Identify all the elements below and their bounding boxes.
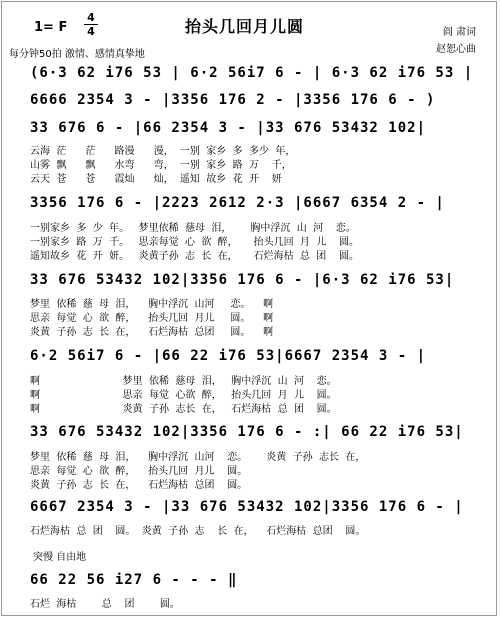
composer-credit: 赵恕心曲 [436,44,476,55]
time-signature-bottom: 4 [87,25,95,38]
notation-line-8: 6667 2354 3 - |33 676 53432 102|3356 176 6 - | [30,499,464,515]
lyric-line-7-1: 梦里 依稀 慈 母 泪， 胸中浮沉 山河 恋。 炎黄 子孙 志长 在， [30,452,366,463]
lyric-line-5-2: 思亲 每觉 心 欲 醉， 抬头几回 月儿 圆。 啊 [30,313,274,324]
lyricist-credit: 阎 肃词 [442,27,476,38]
lyric-line-6-3: 啊 炎黄 子孙 志长 在， 石烂海枯 总 团 圆。 [30,404,337,415]
lyric-line-4-1: 一别家乡 多 少 年。 梦里依稀 慈母 泪， 胸中浮沉 山 河 恋。 [30,223,356,234]
lyric-line-3-2: 山雾 飘 飘 水弯 弯， 一别 家乡 路 万 千， [30,160,292,171]
notation-line-5: 33 676 53432 102|3356 176 6 - |6·3 62 i76 53| [30,272,455,288]
lyric-line-5-1: 梦里 依稀 慈 母 泪， 胸中浮沉 山河 恋。 啊 [30,299,274,310]
lyric-line-3-3: 云天 苍 苍 霞灿 灿， 遥知 故乡 花 开 妍 [30,174,282,185]
lyric-line-8-1: 石烂海枯 总 团 圆。 炎黄 子孙 志 长 在， 石烂海枯 总团 圆。 [30,526,366,537]
notation-line-2: 6666 2354 3 - |3356 176 2 - |3356 176 6 - ) [30,92,436,108]
notation-line-7: 33 676 53432 102|3356 176 6 - :| 66 22 i76 53| [30,424,464,440]
notation-line-3: 33 676 6 - |66 2354 3 - |33 676 53432 102| [30,120,427,136]
song-title: 抬头几回月儿圆 [185,17,305,36]
notation-line-9: 66 22 56 i27 6 - - - ‖ [30,572,238,588]
lyric-line-4-3: 遥知故乡 花 开 妍。 炎黄子孙 志 长 在， 石烂海枯 总 团 圆。 [30,251,360,262]
lyric-line-9-1: 石烂 海枯 总 团 圆。 [30,599,180,610]
lyric-line-3-1: 云海 茫 茫 路漫 漫， 一别 家乡 多 多少 年， [30,146,296,157]
lyric-line-6-2: 啊 思亲 每觉 心欲 醉， 抬头几回 月 儿 圆。 [30,390,337,401]
key-signature: 1= F [34,20,68,35]
time-signature-top: 4 [87,11,95,24]
notation-line-4: 3356 176 6 - |2223 2612 2·3 |6667 6354 2 - | [30,195,445,211]
lyric-line-5-3: 炎黄 子孙 志 长 在， 石烂海枯 总团 圆。 啊 [30,327,274,338]
notation-line-6: 6·2 56i7 6 - |66 22 i76 53|6667 2354 3 - | [30,348,427,364]
lyric-line-7-3: 炎黄 子孙 志 长 在， 石烂海枯 总团 圆。 [30,480,248,491]
lyric-line-7-2: 思亲 每觉 心 欲 醉， 抬头几回 月儿 圆。 [30,466,248,477]
lyric-line-4-2: 一别家乡 路 万 千。 思亲每觉 心 欲 醉， 抬头几回 月 儿 圆。 [30,237,360,248]
tempo-marking: 每分钟50拍 激情、感情真挚地 [9,49,145,60]
time-signature [84,12,98,37]
notation-line-1: (6·3 62 i76 53 | 6·2 56i7 6 - | 6·3 62 i76 53 | [30,65,474,81]
lyric-line-6-1: 啊 梦里 依稀 慈母 泪， 胸中浮沉 山 河 恋。 [30,376,337,387]
final-tempo-marking: 突慢 自由地 [33,552,87,563]
